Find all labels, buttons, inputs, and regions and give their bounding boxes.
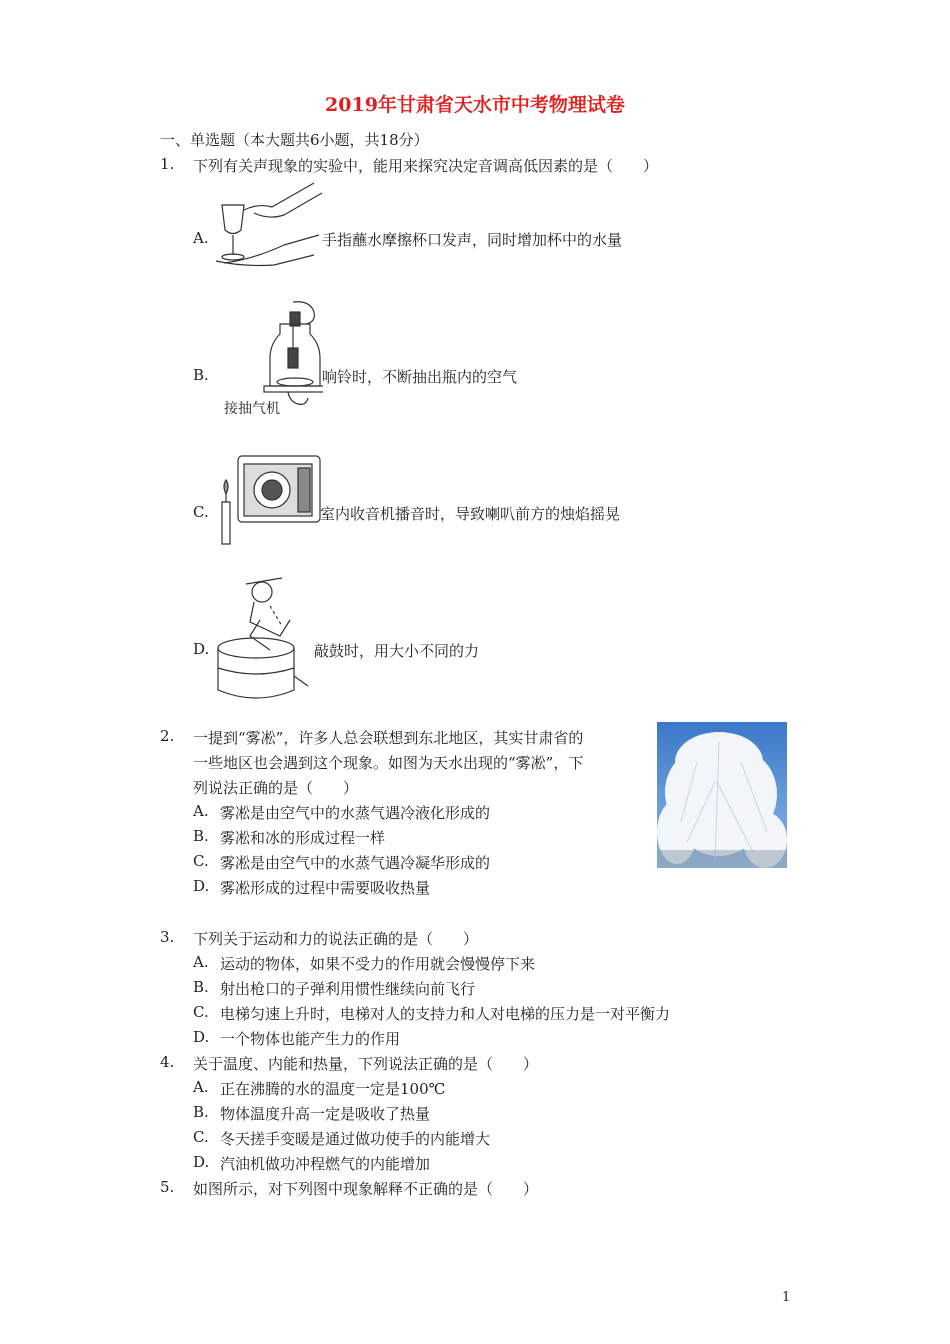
option-text: 物体温度升高一定是吸收了热量 [220, 1105, 431, 1123]
question-stem: 下列有关声现象的实验中，能用来探究决定音调高低因素的是（ ） [193, 157, 659, 175]
option-text: 雾凇是由空气中的水蒸气遇冷液化形成的 [220, 804, 491, 822]
option-text: 雾凇形成的过程中需要吸收热量 [220, 879, 431, 897]
wine-glass-figure [214, 175, 324, 270]
option-label: C. [193, 1128, 209, 1146]
option-label: B. [193, 1103, 209, 1121]
rime-photo [657, 722, 787, 868]
option-label: C. [193, 1003, 209, 1021]
section-heading: 一、单选题（本大题共6小题，共18分） [160, 131, 429, 149]
drum-figure [210, 576, 318, 710]
option-label: D. [193, 640, 210, 658]
option-label: B. [193, 827, 209, 845]
option-text: 一个物体也能产生力的作用 [220, 1030, 401, 1048]
option-label: D. [193, 1028, 210, 1046]
option-label: A. [193, 1078, 209, 1096]
option-text: 电梯匀速上升时，电梯对人的支持力和人对电梯的压力是一对平衡力 [220, 1005, 671, 1023]
option-text: 敲鼓时，用大小不同的力 [314, 642, 480, 660]
question-number: 2. [160, 727, 175, 745]
option-label: B. [193, 366, 209, 384]
option-label: B. [193, 978, 209, 996]
option-text: 手指蘸水摩擦杯口发声，同时增加杯中的水量 [322, 231, 623, 249]
option-label: A. [193, 802, 209, 820]
option-text: 冬天搓手变暖是通过做功使手的内能增大 [220, 1130, 491, 1148]
option-label: A. [193, 953, 209, 971]
option-label: D. [193, 1153, 210, 1171]
option-text: 雾凇是由空气中的水蒸气遇冷凝华形成的 [220, 854, 491, 872]
question-stem-line: 一提到“雾凇”，许多人总会联想到东北地区，其实甘肃省的 [193, 729, 584, 747]
option-label: C. [193, 503, 209, 521]
option-label: D. [193, 877, 210, 895]
option-text: 射出枪口的子弹利用惯性继续向前飞行 [220, 980, 476, 998]
option-label: C. [193, 852, 209, 870]
question-number: 5. [160, 1178, 175, 1196]
radio-candle-figure [216, 450, 324, 550]
question-number: 4. [160, 1053, 175, 1071]
option-text: 响铃时，不断抽出瓶内的空气 [322, 368, 518, 386]
pump-label: 接抽气机 [224, 401, 280, 417]
question-stem-line: 列说法正确的是（ ） [193, 779, 359, 797]
option-text: 运动的物体，如果不受力的作用就会慢慢停下来 [220, 955, 536, 973]
option-label: A. [193, 229, 209, 247]
option-text: 室内收音机播音时，导致喇叭前方的烛焰摇晃 [320, 505, 621, 523]
question-number: 3. [160, 928, 175, 946]
page-number: 1 [782, 1290, 791, 1305]
question-stem-line: 一些地区也会遇到这个现象。如图为天水出现的“雾凇”，下 [193, 754, 584, 772]
option-text: 汽油机做功冲程燃气的内能增加 [220, 1155, 431, 1173]
option-text: 正在沸腾的水的温度一定是100℃ [220, 1080, 446, 1098]
question-stem: 下列关于运动和力的说法正确的是（ ） [193, 930, 479, 948]
question-stem: 如图所示，对下列图中现象解释不正确的是（ ） [193, 1180, 539, 1198]
question-number: 1. [160, 155, 175, 173]
question-stem: 关于温度、内能和热量，下列说法正确的是（ ） [193, 1055, 539, 1073]
option-text: 雾凇和冰的形成过程一样 [220, 829, 386, 847]
page-title: 2019年甘肃省天水市中考物理试卷 [325, 94, 625, 116]
